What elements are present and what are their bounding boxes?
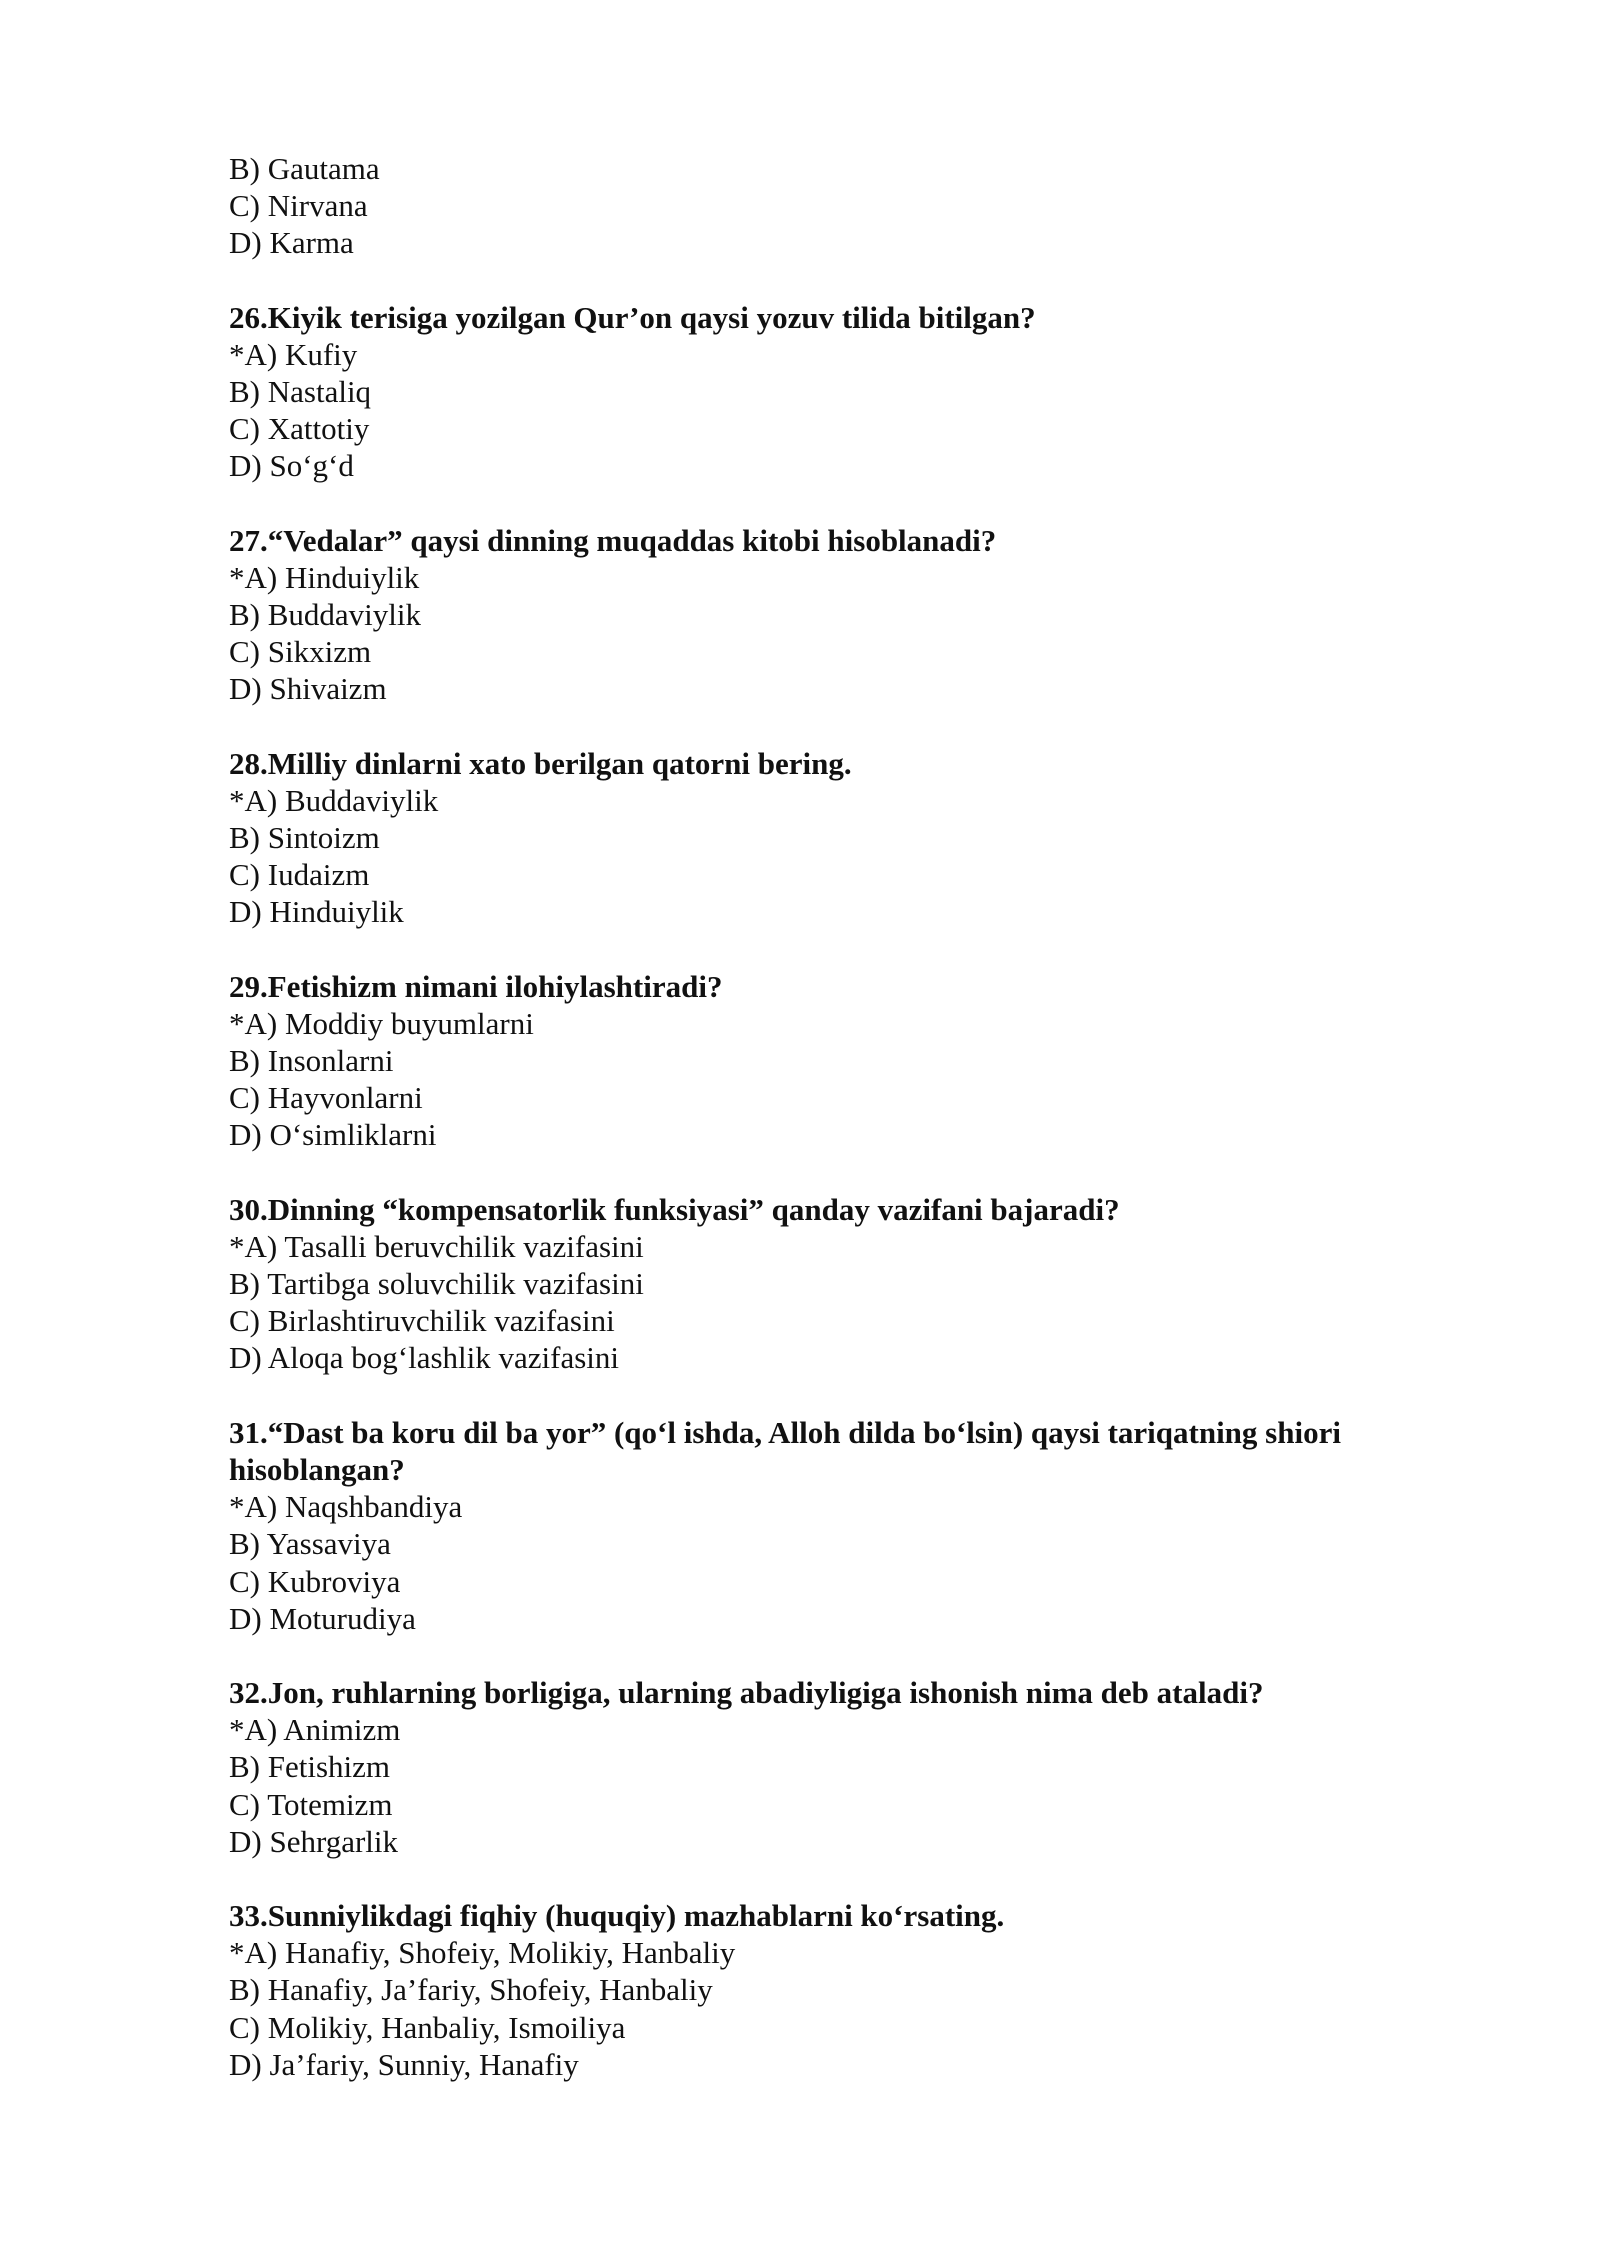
question-text: 33.Sunniylikdagi fiqhiy (huquqiy) mazhablarni ko‘rsating. [229, 1897, 1005, 1933]
option-b: B) Buddaviylik [229, 597, 422, 633]
question-block [229, 968, 1429, 1154]
option-d: D) Aloqa bog‘lashlik vazifasini [229, 1340, 619, 1376]
option-d: D) Hinduiylik [229, 894, 404, 930]
option-c: C) Sikxizm [229, 634, 372, 670]
option-c: C) Totemizm [229, 1786, 393, 1822]
option-c: C) Birlashtiruvchilik vazifasini [229, 1303, 615, 1339]
option-a: *A) Animizm [229, 1712, 401, 1748]
option-b: B) Nastaliq [229, 374, 372, 410]
option-a: *A) Moddiy buyumlarni [229, 1005, 534, 1041]
option-b: B) Hanafiy, Ja’fariy, Shofeiy, Hanbaliy [229, 1972, 713, 2008]
option-b: B) Insonlarni [229, 1043, 394, 1079]
question-block [229, 1414, 1429, 1637]
option-b: B) Fetishizm [229, 1749, 391, 1785]
option-d: D) Ja’fariy, Sunniy, Hanafiy [229, 2046, 579, 2082]
option-b: B) Sintoizm [229, 820, 380, 856]
option-c: C) Molikiy, Hanbaliy, Ismoiliya [229, 2009, 626, 2045]
question-text: 32.Jon, ruhlarning borligiga, ularning abadiyligiga ishonish nima deb ataladi? [229, 1674, 1264, 1710]
question-text: 29.Fetishizm nimani ilohiylashtiradi? [229, 968, 723, 1004]
option: C) Nirvana [229, 188, 368, 224]
option-c: C) Kubroviya [229, 1563, 401, 1599]
option-b: B) Yassaviya [229, 1526, 391, 1562]
option: D) Karma [229, 225, 354, 261]
question-text: 30.Dinning “kompensatorlik funksiyasi” qanday vazifani bajaradi? [229, 1191, 1120, 1227]
option-a: *A) Naqshbandiya [229, 1489, 463, 1525]
question-block [229, 1674, 1429, 1860]
option: B) Gautama [229, 151, 380, 186]
option-a: *A) Hanafiy, Shofeiy, Molikiy, Hanbaliy [229, 1935, 736, 1971]
option-a: *A) Hinduiylik [229, 559, 420, 595]
question-text: 31.“Dast ba koru dil ba yor” (qo‘l ishda, Alloh dilda bo‘lsin) qaysi tariqatning shiori hisoblangan? [229, 1414, 1349, 1487]
option-d: D) Sehrgarlik [229, 1823, 399, 1859]
option-c: C) Hayvonlarni [229, 1080, 423, 1116]
document-page [229, 150, 1429, 2083]
option-d: D) So‘g‘d [229, 448, 354, 484]
option-d: D) Moturudiya [229, 1600, 416, 1636]
leading-options [229, 150, 1429, 262]
question-block [229, 1897, 1429, 2083]
option-b: B) Tartibga soluvchilik vazifasini [229, 1266, 644, 1302]
option-d: D) Shivaizm [229, 671, 387, 707]
question-text: 27.“Vedalar” qaysi dinning muqaddas kitobi hisoblanadi? [229, 522, 997, 558]
question-block [229, 522, 1429, 708]
option-a: *A) Tasalli beruvchilik vazifasini [229, 1228, 644, 1264]
question-text: 26.Kiyik terisiga yozilgan Qur’on qaysi yozuv tilida bitilgan? [229, 299, 1036, 335]
option-c: C) Xattotiy [229, 411, 370, 447]
option-d: D) O‘simliklarni [229, 1117, 437, 1153]
question-block [229, 745, 1429, 931]
question-block [229, 1191, 1429, 1377]
option-a: *A) Kufiy [229, 336, 358, 372]
option-c: C) Iudaizm [229, 857, 370, 893]
option-a: *A) Buddaviylik [229, 782, 439, 818]
question-block [229, 299, 1429, 485]
question-text: 28.Milliy dinlarni xato berilgan qatorni bering. [229, 745, 852, 781]
